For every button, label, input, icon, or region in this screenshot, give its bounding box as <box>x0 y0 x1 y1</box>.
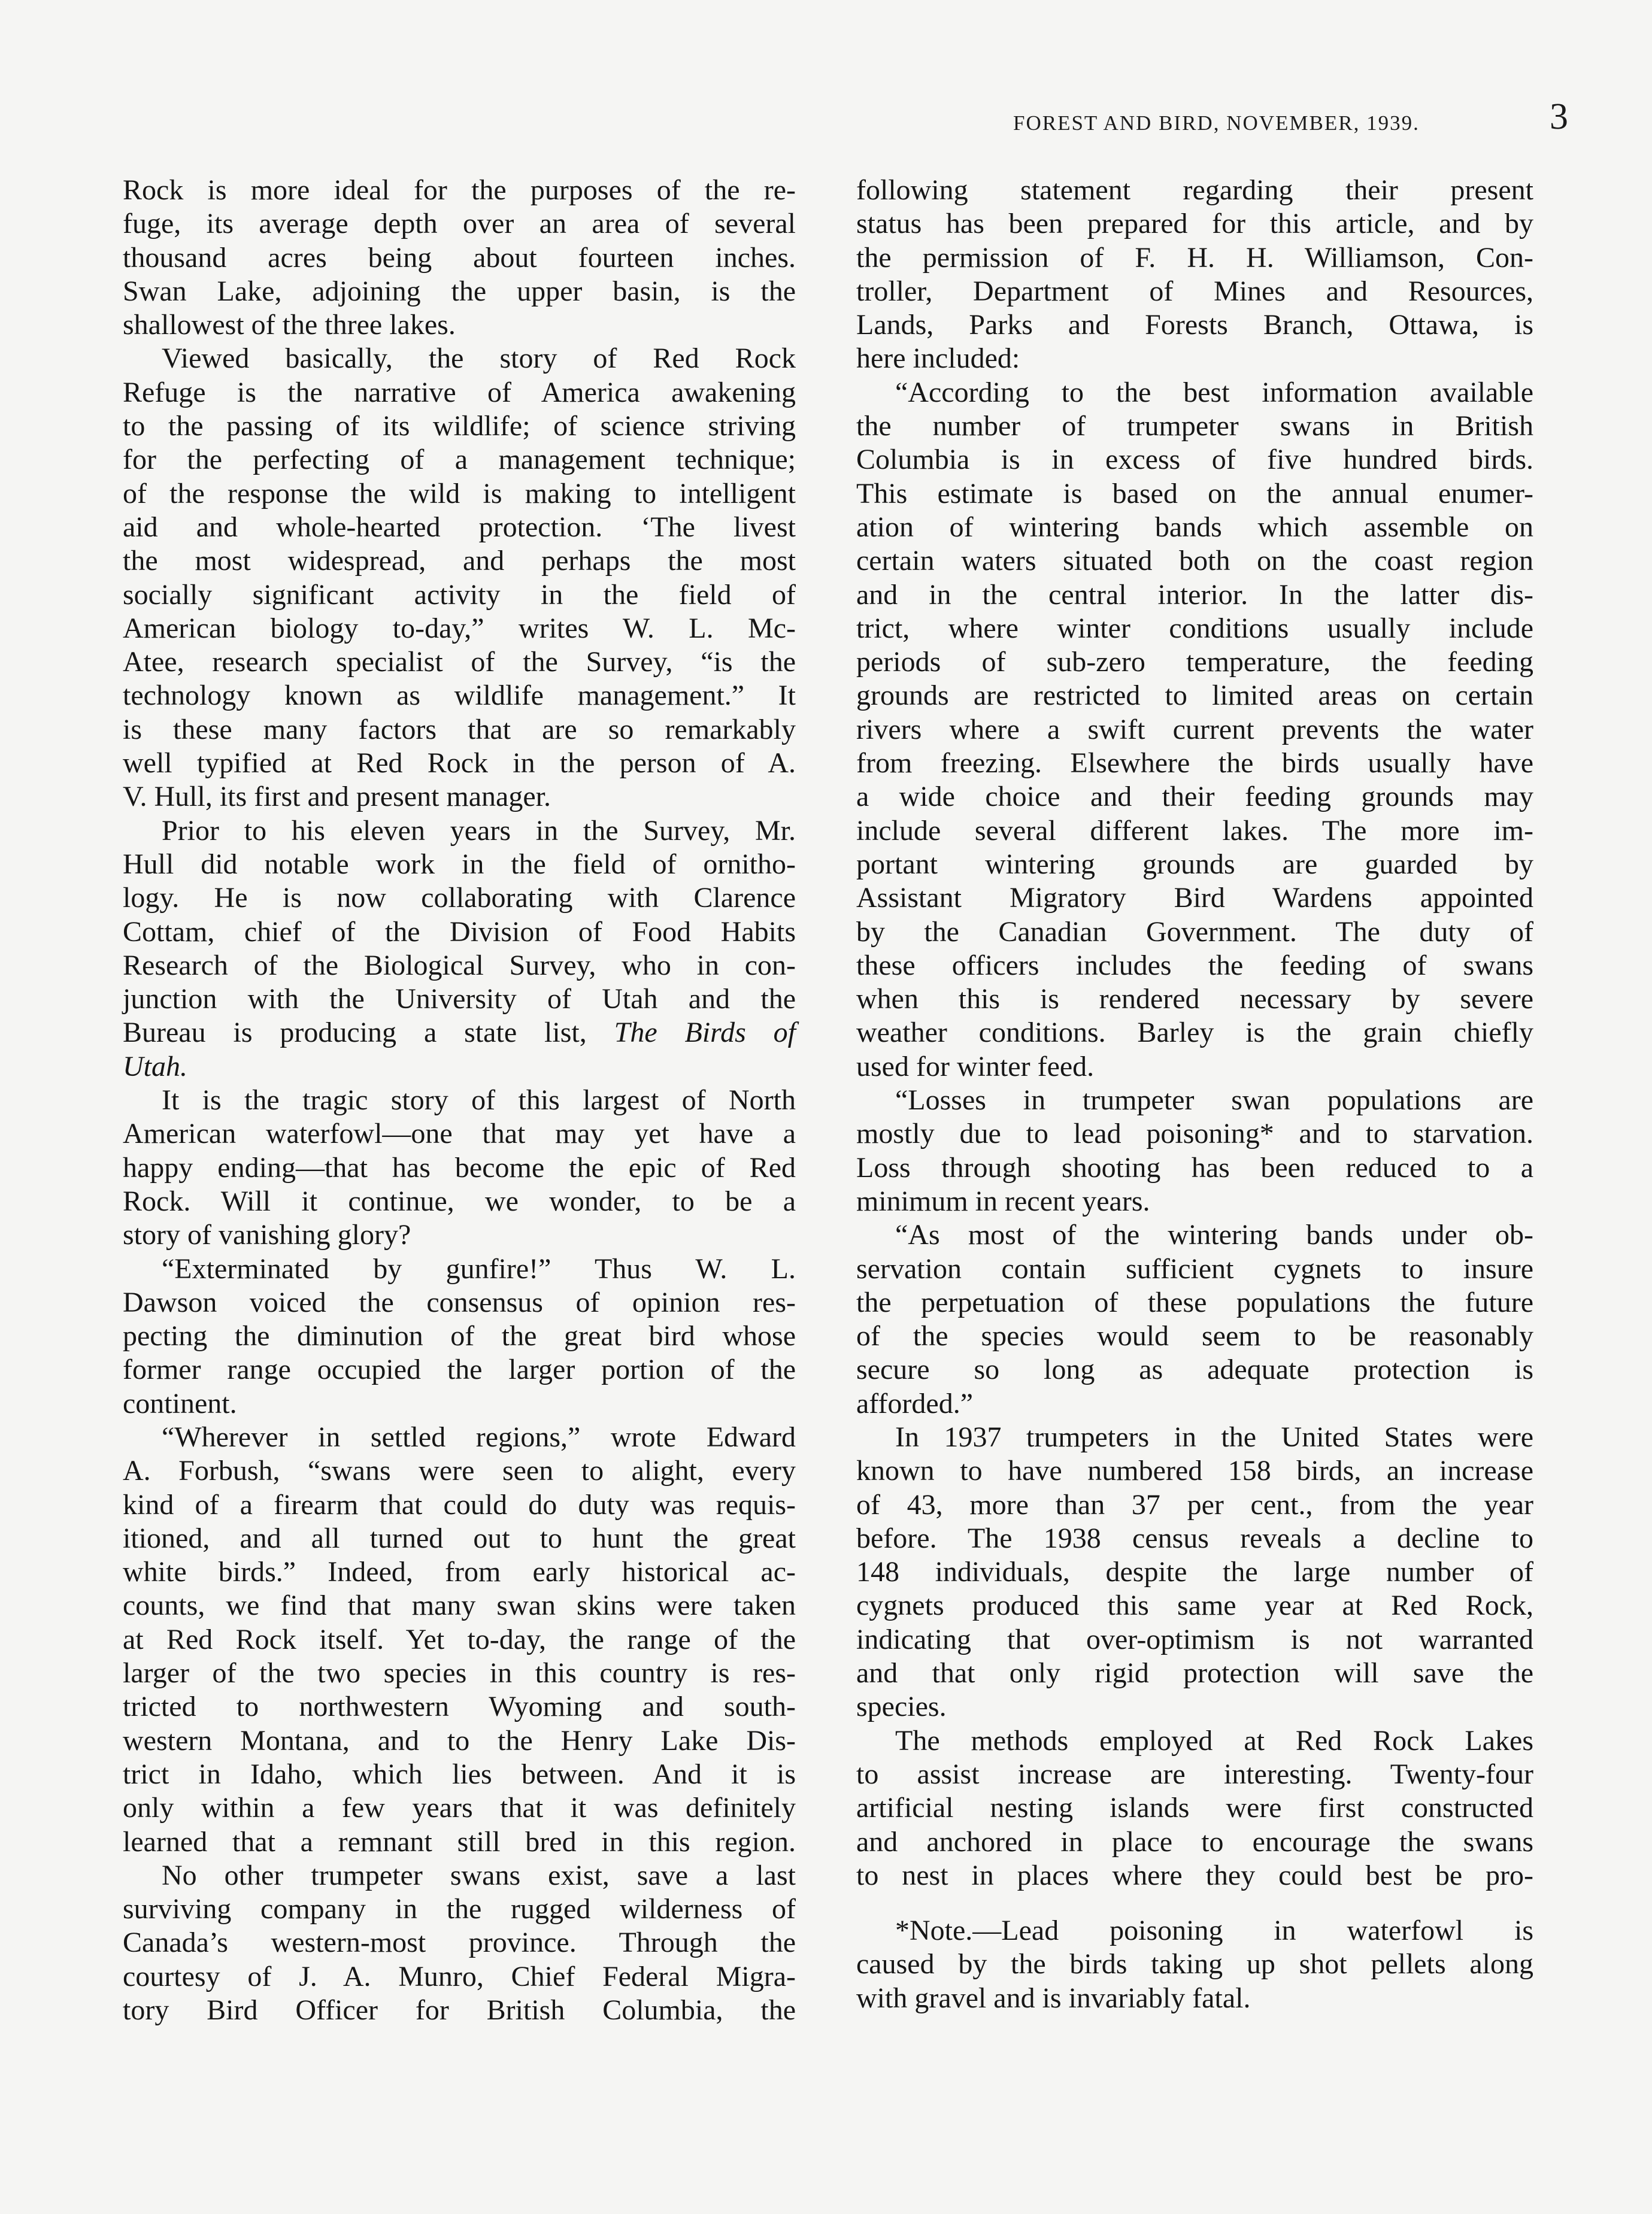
text-line: periods of sub-zero temperature, the feeding <box>856 646 1533 678</box>
text-line: to assist increase are interesting. Twenty-four <box>856 1758 1533 1790</box>
text-line: certain waters situated both on the coast region <box>856 545 1533 577</box>
text-line: here included: <box>856 342 1020 375</box>
text-line: a wide choice and their feeding grounds may <box>856 781 1533 813</box>
text-line: “According to the best information available <box>895 376 1533 408</box>
text-line: happy ending—that has become the epic of Red <box>123 1151 796 1184</box>
text-line: Hull did notable work in the field of ornitho- <box>123 848 796 880</box>
text-line: and that only rigid protection will save the <box>856 1657 1533 1690</box>
text-line: indicating that over-optimism is not warranted <box>856 1623 1533 1655</box>
text-fragment: Bureau is producing a state list, <box>123 1017 614 1049</box>
text-line-with-title <box>123 1016 796 1050</box>
text-line: only within a few years that it was definitely <box>123 1792 796 1824</box>
text-line: Rock. Will it continue, we wonder, to be a <box>123 1185 796 1217</box>
text-line: species. <box>856 1691 947 1723</box>
text-line: tricted to northwestern Wyoming and south- <box>123 1691 796 1723</box>
footnote-line: *Note.—Lead poisoning in waterfowl is <box>895 1915 1533 1947</box>
text-line: before. The 1938 census reveals a decline to <box>856 1522 1533 1554</box>
text-line: kind of a firearm that could do duty was requis- <box>123 1488 796 1521</box>
text-line: known to have numbered 158 birds, an increase <box>856 1455 1533 1487</box>
text-line: American waterfowl—one that may yet have a <box>123 1118 796 1150</box>
text-line: grounds are restricted to limited areas on certain <box>856 680 1533 712</box>
text-line: Cottam, chief of the Division of Food Habits <box>123 915 796 948</box>
text-line: “As most of the wintering bands under ob- <box>895 1219 1533 1251</box>
text-line: and anchored in place to encourage the swans <box>856 1825 1533 1858</box>
text-line: Columbia is in excess of five hundred birds. <box>856 444 1533 476</box>
text-line: Rock is more ideal for the purposes of the re- <box>123 174 796 206</box>
left-column <box>123 174 796 2027</box>
text-line: tory Bird Officer for British Columbia, the <box>123 1994 796 2027</box>
text-line: pecting the diminution of the great bird whose <box>123 1320 796 1352</box>
text-line: “Wherever in settled regions,” wrote Edward <box>162 1421 796 1453</box>
text-line: the perpetuation of these populations the future <box>856 1286 1533 1318</box>
text-line: A. Forbush, “swans were seen to alight, every <box>123 1455 796 1487</box>
text-line: mostly due to lead poisoning* and to starvation. <box>856 1118 1533 1150</box>
text-line: American biology to-day,” writes W. L. Mc- <box>123 612 796 644</box>
text-line: these officers includes the feeding of swans <box>856 949 1533 981</box>
text-line: socially significant activity in the field of <box>123 578 796 611</box>
text-line: courtesy of J. A. Munro, Chief Federal Migra- <box>123 1960 796 1992</box>
text-line: counts, we find that many swan skins were taken <box>123 1590 796 1622</box>
text-line: Refuge is the narrative of America awakening <box>123 376 796 408</box>
footnote-line: caused by the birds taking up shot pellets along <box>856 1948 1533 1981</box>
text-line: The methods employed at Red Rock Lakes <box>895 1724 1533 1757</box>
text-line: and in the central interior. In the latter dis- <box>856 578 1533 611</box>
text-line: weather conditions. Barley is the grain chiefly <box>856 1017 1533 1049</box>
text-line: Canada’s western-most province. Through the <box>123 1927 796 1959</box>
text-line: former range occupied the larger portion of the <box>123 1354 796 1386</box>
text-line: Viewed basically, the story of Red Rock <box>162 342 796 375</box>
text-line: continent. <box>123 1387 237 1420</box>
text-line: secure so long as adequate protection is <box>856 1354 1533 1386</box>
text-line: It is the tragic story of this largest of North <box>162 1084 796 1117</box>
text-line: afforded.” <box>856 1387 973 1420</box>
text-line: “Losses in trumpeter swan populations are <box>895 1084 1533 1117</box>
text-line: by the Canadian Government. The duty of <box>856 915 1533 948</box>
text-line: aid and whole-hearted protection. ‘The livest <box>123 511 796 543</box>
text-line: minimum in recent years. <box>856 1185 1150 1217</box>
text-line: Research of the Biological Survey, who in con- <box>123 949 796 981</box>
text-line: the permission of F. H. H. Williamson, Con- <box>856 241 1533 274</box>
text-line: following statement regarding their present <box>856 174 1533 206</box>
text-line: the number of trumpeter swans in British <box>856 410 1533 442</box>
text-line: cygnets produced this same year at Red Rock, <box>856 1590 1533 1622</box>
book-title-italic: The Birds of <box>614 1017 796 1049</box>
text-line: is these many factors that are so remarkably <box>123 713 796 745</box>
text-line: Lands, Parks and Forests Branch, Ottawa, is <box>856 309 1533 341</box>
text-line: technology known as wildlife management.” It <box>123 680 796 712</box>
running-head: FOREST AND BIRD, NOVEMBER, 1939. <box>1013 111 1420 135</box>
text-line: for the perfecting of a management technique; <box>123 444 796 476</box>
text-line: western Montana, and to the Henry Lake Dis- <box>123 1724 796 1757</box>
text-line: Swan Lake, adjoining the upper basin, is the <box>123 275 796 307</box>
text-line: troller, Department of Mines and Resources, <box>856 275 1533 307</box>
footnote-spacer <box>856 1892 1533 1914</box>
text-line <box>123 1050 796 1084</box>
text-line: of 43, more than 37 per cent., from the year <box>856 1488 1533 1521</box>
footnote <box>856 1914 1533 2015</box>
text-line: trict in Idaho, which lies between. And it is <box>123 1758 796 1790</box>
text-line: used for winter feed. <box>856 1050 1095 1082</box>
text-line: Assistant Migratory Bird Wardens appointed <box>856 882 1533 914</box>
text-line: fuge, its average depth over an area of several <box>123 208 796 240</box>
text-line: to nest in places where they could best be pro- <box>856 1859 1533 1891</box>
right-column <box>856 174 1533 2015</box>
text-line: learned that a remnant still bred in this region. <box>123 1825 796 1858</box>
text-line: the most widespread, and perhaps the most <box>123 545 796 577</box>
footnote-line: with gravel and is invariably fatal. <box>856 1982 1251 2014</box>
text-line: ation of wintering bands which assemble on <box>856 511 1533 543</box>
text-line: “Exterminated by gunfire!” Thus W. L. <box>162 1252 796 1285</box>
page-number: 3 <box>1550 96 1568 137</box>
text-line: trict, where winter conditions usually include <box>856 612 1533 644</box>
text-line: larger of the two species in this country is res- <box>123 1657 796 1690</box>
text-line: of the species would seem to be reasonably <box>856 1320 1533 1352</box>
text-line: to the passing of its wildlife; of science striving <box>123 410 796 442</box>
text-line: Dawson voiced the consensus of opinion res- <box>123 1286 796 1318</box>
text-line: include several different lakes. The more im- <box>856 814 1533 847</box>
text-line: servation contain sufficient cygnets to insure <box>856 1252 1533 1285</box>
book-title-italic-cont: Utah. <box>123 1050 187 1082</box>
text-line: story of vanishing glory? <box>123 1219 411 1251</box>
text-line: In 1937 trumpeters in the United States were <box>895 1421 1533 1453</box>
text-line: Loss through shooting has been reduced to a <box>856 1151 1533 1184</box>
text-line: artificial nesting islands were first constructed <box>856 1792 1533 1824</box>
text-line: well typified at Red Rock in the person of A. <box>123 747 796 780</box>
text-line: when this is rendered necessary by severe <box>856 983 1533 1015</box>
text-line: of the response the wild is making to intelligent <box>123 477 796 509</box>
text-line: from freezing. Elsewhere the birds usually have <box>856 747 1533 780</box>
text-line: status has been prepared for this article, and by <box>856 208 1533 240</box>
text-line: V. Hull, its first and present manager. <box>123 781 551 813</box>
text-line: at Red Rock itself. Yet to-day, the range of the <box>123 1623 796 1655</box>
text-line: logy. He is now collaborating with Clarence <box>123 882 796 914</box>
text-line: No other trumpeter swans exist, save a last <box>162 1859 796 1891</box>
text-line: surviving company in the rugged wilderness of <box>123 1893 796 1925</box>
text-line: thousand acres being about fourteen inches. <box>123 241 796 274</box>
text-line: portant wintering grounds are guarded by <box>856 848 1533 880</box>
text-line: This estimate is based on the annual enumer- <box>856 477 1533 509</box>
text-line: rivers where a swift current prevents the water <box>856 713 1533 745</box>
text-line: Atee, research specialist of the Survey, “is the <box>123 646 796 678</box>
text-line: itioned, and all turned out to hunt the great <box>123 1522 796 1554</box>
text-line: Prior to his eleven years in the Survey, Mr. <box>162 814 796 847</box>
text-line: junction with the University of Utah and the <box>123 983 796 1015</box>
text-line: shallowest of the three lakes. <box>123 309 456 341</box>
text-line: white birds.” Indeed, from early historical ac- <box>123 1556 796 1588</box>
text-line: 148 individuals, despite the large number of <box>856 1556 1533 1588</box>
